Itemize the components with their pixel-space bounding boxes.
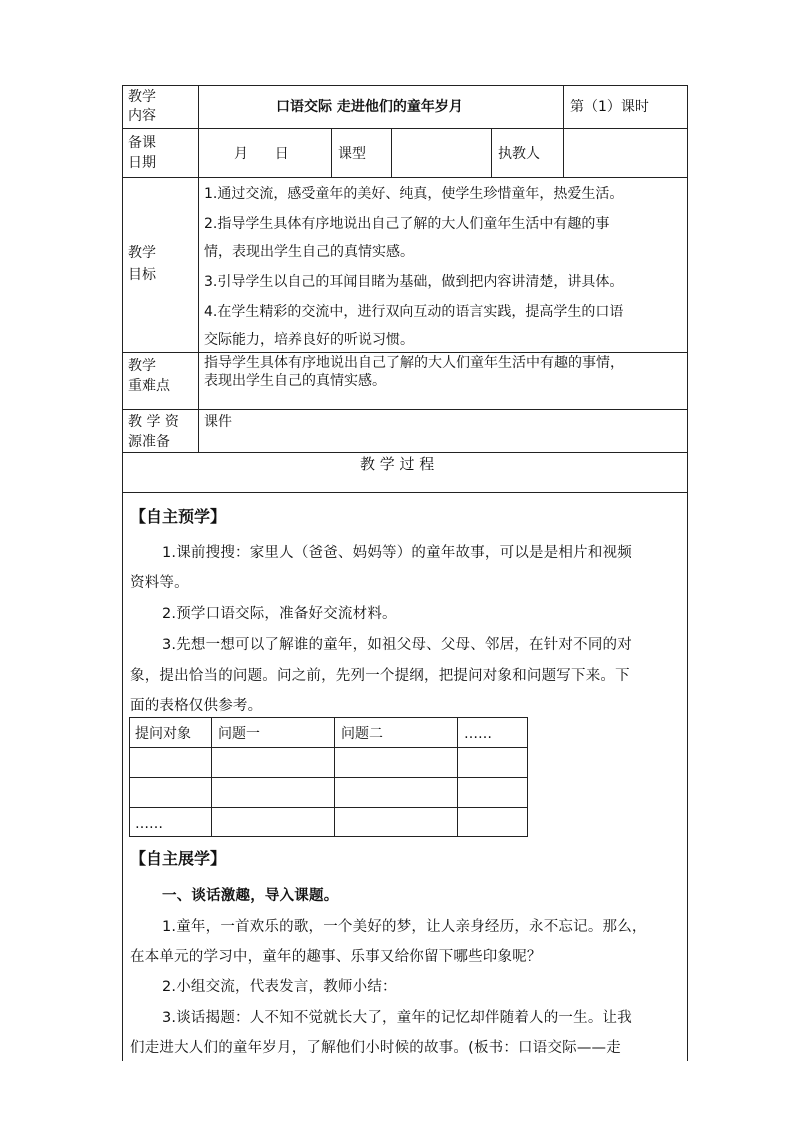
column-divider <box>491 128 492 177</box>
row3-label-line2: 目标 <box>128 267 156 283</box>
column-divider <box>198 85 199 452</box>
table-row-divider <box>129 777 528 778</box>
row4-label-line1: 教学 <box>128 358 156 374</box>
row1-label-line2: 内容 <box>128 108 156 124</box>
process-left-border <box>122 493 123 1061</box>
section2-line: 1.童年，一首欢乐的歌，一个美好的梦，让人亲身经历，永不忘记。那么， <box>162 919 647 935</box>
row-divider <box>122 409 688 410</box>
table-col-divider <box>334 717 335 837</box>
column-divider <box>391 128 392 177</box>
section1-line: 资料等。 <box>130 575 189 591</box>
section1-line: 象，提出恰当的问题。问之前，先列一个提纲，把提问对象和问题写下来。下 <box>130 668 630 684</box>
row5-label-line2: 源准备 <box>128 434 170 450</box>
section2-title: 【自主展学】 <box>130 849 227 868</box>
teacher-label: 执教人 <box>498 146 540 162</box>
section2-line: 3.谈话揭题：人不知不觉就长大了，童年的记忆却伴随着人的一生。让我 <box>162 1010 632 1026</box>
table-header-cell: 提问对象 <box>135 726 191 742</box>
section1-title: 【自主预学】 <box>130 507 227 526</box>
section1-line: 面的表格仅供参考。 <box>130 698 263 714</box>
row2-label-line1: 备课 <box>128 135 156 151</box>
column-divider <box>563 85 564 128</box>
row2-label-line2: 日期 <box>128 155 156 171</box>
row-divider <box>122 452 688 453</box>
table-col-divider <box>457 717 458 837</box>
lesson-title: 口语交际 走进他们的童年岁月 <box>276 99 463 115</box>
objective-line: 交际能力，培养良好的听说习惯。 <box>204 332 414 348</box>
prep-date: 月 日 <box>234 146 289 162</box>
objective-line: 2.指导学生具体有序地说出自己了解的大人们童年生活中有趣的事 <box>204 216 610 232</box>
row5-label-line1: 教 学 资 <box>128 414 179 430</box>
section1-line: 2.预学口语交际，准备好交流材料。 <box>162 606 397 622</box>
objective-line: 4.在学生精彩的交流中，进行双向互动的语言实践，提高学生的口语 <box>204 304 624 320</box>
section2-line: 在本单元的学习中，童年的趣事、乐事又给你留下哪些印象呢？ <box>130 949 542 965</box>
key-point-line: 表现出学生自己的真情实感。 <box>204 373 386 389</box>
table-header-cell: 问题二 <box>341 726 383 742</box>
row4-label-line2: 重难点 <box>128 378 170 394</box>
section2-line: 2.小组交流，代表发言，教师小结： <box>162 979 397 995</box>
lesson-type-label: 课型 <box>338 146 366 162</box>
row3-label-line1: 教学 <box>128 245 156 261</box>
resources-content: 课件 <box>204 414 232 430</box>
column-divider <box>331 128 332 177</box>
row-divider <box>122 177 688 178</box>
table-row-divider <box>129 747 528 748</box>
table-cell: …… <box>135 816 163 832</box>
objective-line: 3.引导学生以自己的耳闻目睹为基础，做到把内容讲清楚，讲具体。 <box>204 274 624 290</box>
table-row-divider <box>129 807 528 808</box>
row1-label-line1: 教学 <box>128 89 156 105</box>
section1-line: 1.课前搜搜：家里人（爸爸、妈妈等）的童年故事，可以是是相片和视频 <box>162 545 632 561</box>
table-header-cell: 问题一 <box>218 726 260 742</box>
section1-line: 3.先想一想可以了解谁的童年，如祖父母、父母、邻居，在针对不同的对 <box>162 637 632 653</box>
table-col-divider <box>211 717 212 837</box>
column-divider <box>563 128 564 177</box>
table-header-cell: …… <box>464 726 492 742</box>
objective-line: 1.通过交流，感受童年的美好、纯真，使学生珍惜童年，热爱生活。 <box>204 186 624 202</box>
section2-line: 们走进大人们的童年岁月，了解他们小时候的故事。(板书：口语交际——走 <box>130 1040 621 1056</box>
key-point-line: 指导学生具体有序地说出自己了解的大人们童年生活中有趣的事情， <box>204 355 624 371</box>
lesson-period: 第（1）课时 <box>570 99 649 115</box>
row-divider <box>122 352 688 353</box>
process-right-border <box>687 493 688 1061</box>
process-heading: 教 学 过 程 <box>360 455 435 473</box>
row-divider <box>122 128 688 129</box>
objective-line: 情，表现出学生自己的真情实感。 <box>204 244 414 260</box>
section2-subtitle: 一、谈话激趣，导入课题。 <box>162 888 339 904</box>
